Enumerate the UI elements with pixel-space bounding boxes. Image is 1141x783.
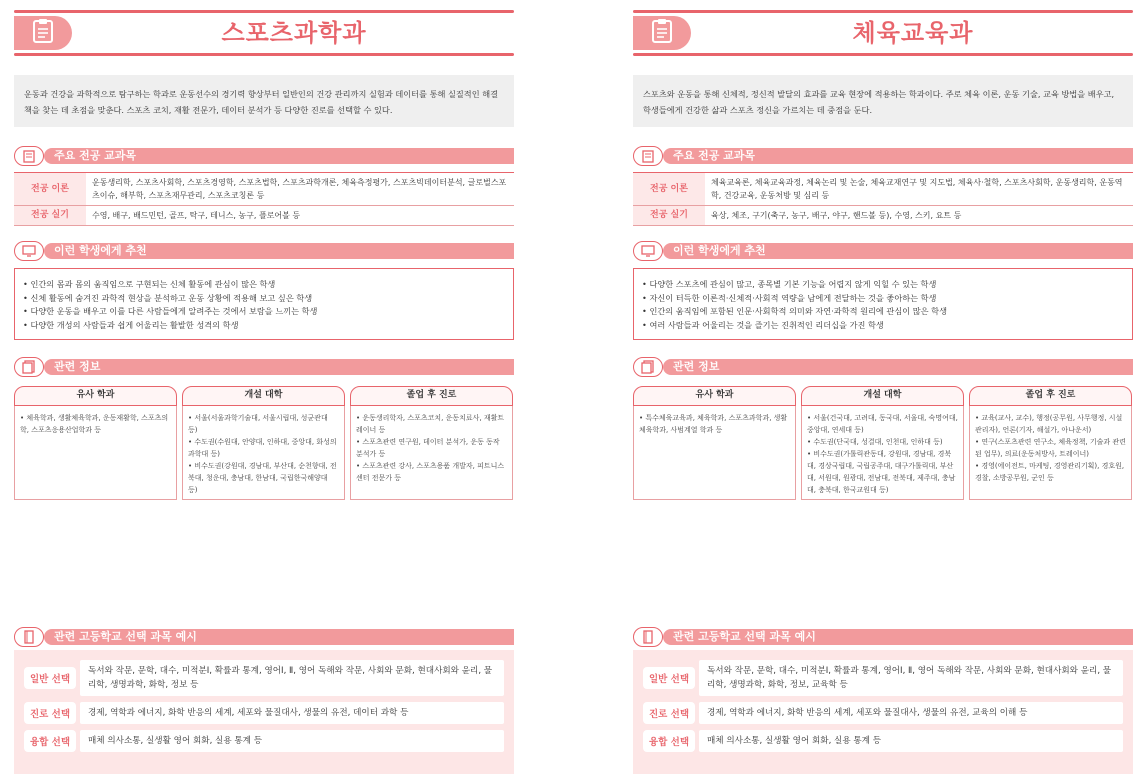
section-header-highschool [14, 627, 514, 647]
header-tab [633, 16, 691, 50]
info-box-body: • 체육학과, 생활체육학과, 운동재활학, 스포츠의학, 스포츠응용산업학과 등 [14, 406, 177, 500]
section-header-subjects [14, 146, 514, 166]
subjects-table [14, 172, 514, 226]
list-item: • 여러 사람들과 어울리는 것을 즐기는 진취적인 리더십을 가진 학생 [642, 319, 884, 330]
clipboard-icon [651, 18, 673, 48]
list-item: • 인간의 몸과 몸의 움직임으로 구현되는 신체 활동에 관심이 많은 학생 [23, 279, 276, 289]
table-row [14, 206, 514, 226]
info-box-title: 유사 학과 [14, 386, 177, 406]
course-list: 독서와 작문, 문학, 대수, 미적분Ⅰ, 확률과 통계, 영어Ⅰ, Ⅱ, 영어 독해와 작문, 사회와 문화, 현대사회와 윤리, 물리학, 생명과학, 화학, 정보 등 [80, 660, 504, 696]
section-header-subjects [633, 146, 1133, 166]
list-item-text: 여러 사람들과 어울리는 것을 즐기는 진취적인 리더십을 가진 학생 [649, 319, 884, 330]
list-item-text: 인간의 움직임에 포함된 인문·사회학적 의미와 자연·과학적 원리에 관심이 많은 학생 [649, 306, 947, 316]
document-icon [633, 357, 663, 377]
info-box [801, 386, 964, 500]
list-item-text: 다양한 운동을 배우고 이를 다른 사람들에게 알려주는 것에서 보람을 느끼는 학생 [30, 306, 318, 316]
course-list: 독서와 작문, 문학, 대수, 미적분Ⅰ, 확률과 통계, 영어Ⅰ, Ⅱ, 영어 독해와 작문, 사회와 문화, 현대사회와 윤리, 물리학, 생명과학, 화학, 정보, 교육학 등 [699, 660, 1123, 696]
info-box-body: • 서울(건국대, 고려대, 동국대, 서울대, 숙명여대, 중앙대, 연세대 등) • 수도권(단국대, 성결대, 인천대, 인하대 등) • 비수도권(가톨릭관동대, 강원대, 경남대, 경북대, 경상국립대, 국립공주대, 대구가톨릭대, 부산대, 서원대, 원광대, 전남대, 전북대, 제주대, 충남대, 충북대, 한국교원대 등) [801, 406, 964, 500]
course-type: 융합 선택 [643, 730, 695, 752]
subjects-table [633, 172, 1133, 226]
notepad-icon [14, 146, 44, 166]
list-item: • 다양한 개성의 사람들과 쉽게 어울리는 활발한 성격의 학생 [23, 319, 239, 330]
clipboard-icon [32, 18, 54, 48]
list-item: • 자신이 터득한 이론적·신체적·사회적 역량을 남에게 전달하는 것을 좋아하는 학생 [642, 292, 937, 303]
section-header-info [14, 357, 514, 377]
subject-key: 전공 실기 [14, 206, 86, 226]
info-box-title: 개설 대학 [801, 386, 964, 406]
department-intro: 운동과 건강을 과학적으로 탐구하는 학과로 운동선수의 경기력 향상부터 일반인의 건강 관리까지 실험과 데이터를 통해 실질적인 해결책을 찾는 데 초점을 맞춘다. 스포츠 코치, 재활 전문가, 데이터 분석가 등 다양한 진로를 선택할 수 있다. [14, 75, 514, 127]
section-header-recommend [14, 241, 514, 261]
info-box-title: 졸업 후 진로 [350, 386, 513, 406]
list-item: • 다양한 운동을 배우고 이를 다른 사람들에게 알려주는 것에서 보람을 느끼는 학생 [23, 306, 318, 316]
subject-key: 전공 실기 [633, 206, 705, 226]
list-item: • 인간의 움직임에 포함된 인문·사회학적 의미와 자연·과학적 원리에 관심이 많은 학생 [642, 306, 947, 316]
section-title: 관련 정보 [54, 360, 101, 373]
course-list: 경제, 역학과 에너지, 화학 반응의 세계, 세포와 물질대사, 생물의 유전, 교육의 이해 등 [699, 702, 1123, 724]
info-box-body: • 서울(서울과학기술대, 서울시립대, 성균관대 등) • 수도권(수원대, 안양대, 인하대, 중앙대, 화성의과학대 등) • 비수도권(강원대, 경남대, 부산대, 순천향대, 전북대, 청운대, 충남대, 한남대, 국립한국해양대 등) [182, 406, 345, 500]
table-row [643, 730, 1123, 752]
section-title: 관련 고등학교 선택 과목 예시 [673, 630, 816, 643]
section-title: 관련 정보 [673, 360, 720, 373]
course-type: 일반 선택 [24, 667, 76, 689]
table-row [24, 730, 504, 752]
department-intro: 스포츠와 운동을 통해 신체적, 정신적 발달의 효과를 교육 현장에 적용하는 학과이다. 주로 체육 이론, 운동 기술, 교육 방법을 배우고, 학생들에게 건강한 삶과 스포츠 정신을 가르치는 데 중점을 둔다. [633, 75, 1133, 127]
subject-value: 운동생리학, 스포츠사회학, 스포츠경영학, 스포츠법학, 스포츠과학개론, 체육측정평가, 스포츠빅데이터분석, 글로벌스포츠이슈, 해부학, 스포츠재무관리, 스포츠코칭론 등 [86, 173, 514, 206]
header-bottom-line [14, 53, 514, 56]
course-list: 매체 의사소통, 실생활 영어 회화, 실용 통계 등 [699, 730, 1123, 752]
info-grid [633, 386, 1133, 500]
info-box [182, 386, 345, 500]
table-row [643, 702, 1123, 724]
info-box-body: • 특수체육교육과, 체육학과, 스포츠과학과, 생활체육학과, 사범계열 학과 등 [633, 406, 796, 500]
course-list: 매체 의사소통, 실생활 영어 회화, 실용 통계 등 [80, 730, 504, 752]
recommend-box [14, 268, 514, 340]
highschool-box [14, 650, 514, 774]
page-title: 체육교육과 [852, 19, 974, 47]
section-title: 이런 학생에게 추천 [673, 244, 766, 257]
section-title: 이런 학생에게 추천 [54, 244, 147, 257]
subject-value: 육상, 체조, 구기(축구, 농구, 배구, 야구, 핸드볼 등), 수영, 스키, 요트 등 [705, 206, 1133, 226]
subject-key: 전공 이론 [14, 173, 86, 206]
book-icon [14, 627, 44, 647]
subject-value: 체육교육론, 체육교육과정, 체육논리 및 논술, 체육교재연구 및 지도법, 체육사·철학, 스포츠사회학, 운동생리학, 운동역학, 건강교육, 운동처방 및 심리 등 [705, 173, 1133, 206]
department-page-right [633, 0, 1133, 783]
course-type: 진로 선택 [24, 702, 76, 724]
page-header [633, 10, 1133, 58]
list-item-text: 신체 활동에 숨겨진 과학적 현상을 분석하고 운동 상황에 적용해 보고 싶은 학생 [30, 292, 313, 303]
department-page-left [14, 0, 514, 783]
course-type: 융합 선택 [24, 730, 76, 752]
list-item-text: 자신이 터득한 이론적·신체적·사회적 역량을 남에게 전달하는 것을 좋아하는 학생 [649, 292, 937, 303]
info-box-title: 유사 학과 [633, 386, 796, 406]
table-row [633, 173, 1133, 206]
course-type: 일반 선택 [643, 667, 695, 689]
table-row [24, 660, 504, 696]
recommend-box [633, 268, 1133, 340]
info-box-body: • 운동생리학자, 스포츠코치, 운동치료사, 재활트레이너 등 • 스포츠관련 연구원, 데이터 분석가, 운동 동작 분석가 등 • 스포츠관련 강사, 스포츠용품 개발자, 피트니스센터 전문가 등 [350, 406, 513, 500]
info-box-title: 개설 대학 [182, 386, 345, 406]
section-title: 주요 전공 교과목 [54, 149, 137, 162]
book-icon [633, 627, 663, 647]
monitor-icon [14, 241, 44, 261]
section-header-info [633, 357, 1133, 377]
info-box [14, 386, 177, 500]
info-box [633, 386, 796, 500]
info-box-body: • 교육(교사, 교수), 행정(공무원, 사무행정, 시설관리자), 언론(기자, 해설가, 아나운서) • 연구(스포츠관련 연구소, 체육정책, 기술과 관련된 업무), 의료(운동처방사, 트레이너) • 경영(에이전트, 마케팅, 경영관리기획), 경호원, 경찰, 소방공무원, 군인 등 [969, 406, 1132, 500]
table-row [633, 206, 1133, 226]
table-row [643, 660, 1123, 696]
section-title: 관련 고등학교 선택 과목 예시 [54, 630, 197, 643]
section-header-highschool [633, 627, 1133, 647]
notepad-icon [633, 146, 663, 166]
header-tab [14, 16, 72, 50]
subject-value: 수영, 배구, 배드민턴, 골프, 탁구, 테니스, 농구, 플로어볼 등 [86, 206, 514, 226]
highschool-box [633, 650, 1133, 774]
info-box [350, 386, 513, 500]
page-header [14, 10, 514, 58]
list-item-text: 다양한 개성의 사람들과 쉽게 어울리는 활발한 성격의 학생 [30, 319, 239, 330]
monitor-icon [633, 241, 663, 261]
section-header-recommend [633, 241, 1133, 261]
header-bottom-line [633, 53, 1133, 56]
course-type: 진로 선택 [643, 702, 695, 724]
info-box-title: 졸업 후 진로 [969, 386, 1132, 406]
list-item-text: 인간의 몸과 몸의 움직임으로 구현되는 신체 활동에 관심이 많은 학생 [30, 279, 276, 289]
list-item-text: 다양한 스포츠에 관심이 많고, 종목별 기본 기능을 어렵지 않게 익힐 수 있는 학생 [649, 279, 937, 289]
list-item: • 다양한 스포츠에 관심이 많고, 종목별 기본 기능을 어렵지 않게 익힐 수 있는 학생 [642, 279, 937, 289]
info-grid [14, 386, 514, 500]
section-title: 주요 전공 교과목 [673, 149, 756, 162]
course-list: 경제, 역학과 에너지, 화학 반응의 세계, 세포와 물질대사, 생물의 유전, 데이터 과학 등 [80, 702, 504, 724]
subject-key: 전공 이론 [633, 173, 705, 206]
page-title: 스포츠과학과 [221, 19, 367, 47]
table-row [24, 702, 504, 724]
info-box [969, 386, 1132, 500]
list-item: • 신체 활동에 숨겨진 과학적 현상을 분석하고 운동 상황에 적용해 보고 싶은 학생 [23, 292, 313, 303]
table-row [14, 173, 514, 206]
document-icon [14, 357, 44, 377]
